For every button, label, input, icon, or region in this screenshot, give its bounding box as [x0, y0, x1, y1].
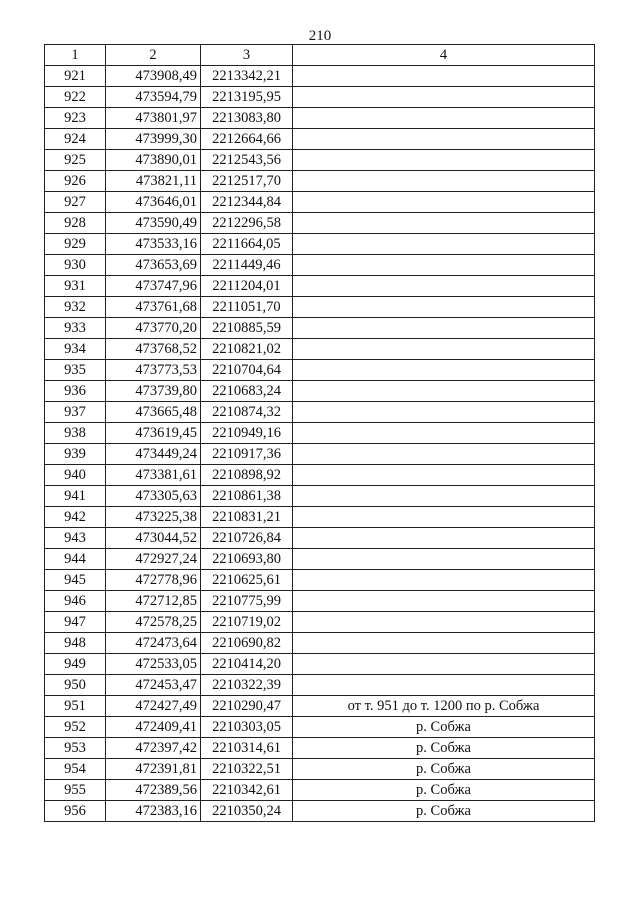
- cell-point-number: 955: [45, 780, 106, 801]
- table-row: [45, 528, 595, 549]
- cell-x-coordinate: 473773,53: [106, 360, 201, 381]
- table-row: [45, 318, 595, 339]
- table-row: [45, 129, 595, 150]
- cell-y-coordinate: 2211051,70: [201, 297, 293, 318]
- cell-description: [293, 507, 595, 528]
- table-row: [45, 213, 595, 234]
- cell-point-number: 932: [45, 297, 106, 318]
- cell-description: [293, 276, 595, 297]
- cell-description: [293, 654, 595, 675]
- column-header-point: 1: [45, 45, 106, 66]
- cell-description: [293, 66, 595, 87]
- cell-y-coordinate: 2211449,46: [201, 255, 293, 276]
- cell-y-coordinate: 2210303,05: [201, 717, 293, 738]
- cell-x-coordinate: 473801,97: [106, 108, 201, 129]
- cell-y-coordinate: 2210350,24: [201, 801, 293, 822]
- cell-point-number: 923: [45, 108, 106, 129]
- cell-y-coordinate: 2213195,95: [201, 87, 293, 108]
- cell-point-number: 934: [45, 339, 106, 360]
- table-header-row: [45, 45, 595, 66]
- cell-y-coordinate: 2210775,99: [201, 591, 293, 612]
- cell-point-number: 933: [45, 318, 106, 339]
- cell-description: [293, 318, 595, 339]
- table-row: [45, 276, 595, 297]
- cell-y-coordinate: 2210693,80: [201, 549, 293, 570]
- table-row: [45, 717, 595, 738]
- cell-y-coordinate: 2210831,21: [201, 507, 293, 528]
- cell-x-coordinate: 473653,69: [106, 255, 201, 276]
- cell-x-coordinate: 473665,48: [106, 402, 201, 423]
- cell-x-coordinate: 473770,20: [106, 318, 201, 339]
- table-row: [45, 234, 595, 255]
- cell-x-coordinate: 472453,47: [106, 675, 201, 696]
- table-row: [45, 696, 595, 717]
- table-row: [45, 591, 595, 612]
- table-row: [45, 402, 595, 423]
- table-row: [45, 381, 595, 402]
- cell-x-coordinate: 472927,24: [106, 549, 201, 570]
- table-row: [45, 759, 595, 780]
- cell-description: [293, 339, 595, 360]
- cell-point-number: 935: [45, 360, 106, 381]
- table-row: [45, 192, 595, 213]
- cell-x-coordinate: 472389,56: [106, 780, 201, 801]
- column-header-description: 4: [293, 45, 595, 66]
- cell-point-number: 931: [45, 276, 106, 297]
- cell-y-coordinate: 2211664,05: [201, 234, 293, 255]
- cell-y-coordinate: 2210414,20: [201, 654, 293, 675]
- cell-y-coordinate: 2213083,80: [201, 108, 293, 129]
- table-row: [45, 108, 595, 129]
- cell-y-coordinate: 2210861,38: [201, 486, 293, 507]
- cell-description: [293, 549, 595, 570]
- table-row: [45, 87, 595, 108]
- cell-description: р. Собжа: [293, 801, 595, 822]
- table-row: [45, 444, 595, 465]
- cell-x-coordinate: 472383,16: [106, 801, 201, 822]
- cell-y-coordinate: 2212543,56: [201, 150, 293, 171]
- cell-x-coordinate: 473305,63: [106, 486, 201, 507]
- table-row: [45, 654, 595, 675]
- cell-x-coordinate: 472427,49: [106, 696, 201, 717]
- cell-x-coordinate: 473449,24: [106, 444, 201, 465]
- cell-point-number: 953: [45, 738, 106, 759]
- cell-point-number: 937: [45, 402, 106, 423]
- cell-y-coordinate: 2210690,82: [201, 633, 293, 654]
- cell-description: [293, 381, 595, 402]
- cell-y-coordinate: 2210625,61: [201, 570, 293, 591]
- cell-description: [293, 591, 595, 612]
- cell-description: [293, 633, 595, 654]
- cell-description: [293, 255, 595, 276]
- cell-point-number: 940: [45, 465, 106, 486]
- cell-description: [293, 675, 595, 696]
- cell-description: [293, 234, 595, 255]
- cell-y-coordinate: 2212664,66: [201, 129, 293, 150]
- cell-y-coordinate: 2210683,24: [201, 381, 293, 402]
- cell-description: [293, 570, 595, 591]
- cell-point-number: 929: [45, 234, 106, 255]
- cell-description: [293, 192, 595, 213]
- table-row: [45, 360, 595, 381]
- cell-x-coordinate: 473761,68: [106, 297, 201, 318]
- table-row: [45, 633, 595, 654]
- cell-y-coordinate: 2210704,64: [201, 360, 293, 381]
- cell-y-coordinate: 2210917,36: [201, 444, 293, 465]
- cell-description: [293, 612, 595, 633]
- cell-point-number: 946: [45, 591, 106, 612]
- cell-description: [293, 465, 595, 486]
- cell-description: [293, 108, 595, 129]
- cell-point-number: 921: [45, 66, 106, 87]
- cell-x-coordinate: 473890,01: [106, 150, 201, 171]
- cell-point-number: 954: [45, 759, 106, 780]
- cell-point-number: 926: [45, 171, 106, 192]
- table-row: [45, 612, 595, 633]
- table-row: [45, 549, 595, 570]
- cell-point-number: 936: [45, 381, 106, 402]
- cell-point-number: 938: [45, 423, 106, 444]
- cell-description: [293, 150, 595, 171]
- cell-y-coordinate: 2210898,92: [201, 465, 293, 486]
- cell-y-coordinate: 2210719,02: [201, 612, 293, 633]
- cell-x-coordinate: 473044,52: [106, 528, 201, 549]
- table-row: [45, 801, 595, 822]
- cell-y-coordinate: 2211204,01: [201, 276, 293, 297]
- table-row: [45, 150, 595, 171]
- cell-point-number: 925: [45, 150, 106, 171]
- table-row: [45, 255, 595, 276]
- cell-x-coordinate: 473768,52: [106, 339, 201, 360]
- cell-x-coordinate: 472397,42: [106, 738, 201, 759]
- table-row: [45, 66, 595, 87]
- cell-point-number: 942: [45, 507, 106, 528]
- cell-description: [293, 297, 595, 318]
- cell-x-coordinate: 473821,11: [106, 171, 201, 192]
- table-row: [45, 171, 595, 192]
- cell-y-coordinate: 2212344,84: [201, 192, 293, 213]
- cell-point-number: 944: [45, 549, 106, 570]
- cell-x-coordinate: 473533,16: [106, 234, 201, 255]
- cell-point-number: 939: [45, 444, 106, 465]
- cell-point-number: 941: [45, 486, 106, 507]
- cell-point-number: 948: [45, 633, 106, 654]
- cell-x-coordinate: 472778,96: [106, 570, 201, 591]
- cell-description: р. Собжа: [293, 759, 595, 780]
- table-row: [45, 486, 595, 507]
- table-row: [45, 339, 595, 360]
- cell-x-coordinate: 472409,41: [106, 717, 201, 738]
- table-row: [45, 570, 595, 591]
- table-body: [45, 66, 595, 822]
- cell-x-coordinate: 473908,49: [106, 66, 201, 87]
- cell-description: [293, 213, 595, 234]
- cell-x-coordinate: 473619,45: [106, 423, 201, 444]
- cell-description: [293, 486, 595, 507]
- table-row: [45, 738, 595, 759]
- cell-x-coordinate: 472391,81: [106, 759, 201, 780]
- cell-description: [293, 444, 595, 465]
- cell-y-coordinate: 2210821,02: [201, 339, 293, 360]
- cell-point-number: 947: [45, 612, 106, 633]
- cell-description: [293, 528, 595, 549]
- coordinates-table: [44, 44, 595, 822]
- cell-point-number: 952: [45, 717, 106, 738]
- cell-point-number: 949: [45, 654, 106, 675]
- cell-point-number: 956: [45, 801, 106, 822]
- cell-point-number: 928: [45, 213, 106, 234]
- cell-point-number: 950: [45, 675, 106, 696]
- column-header-x: 2: [106, 45, 201, 66]
- cell-y-coordinate: 2210726,84: [201, 528, 293, 549]
- cell-x-coordinate: 473225,38: [106, 507, 201, 528]
- cell-description: р. Собжа: [293, 780, 595, 801]
- cell-y-coordinate: 2210949,16: [201, 423, 293, 444]
- cell-point-number: 930: [45, 255, 106, 276]
- cell-point-number: 943: [45, 528, 106, 549]
- cell-x-coordinate: 472473,64: [106, 633, 201, 654]
- cell-point-number: 927: [45, 192, 106, 213]
- cell-y-coordinate: 2210322,51: [201, 759, 293, 780]
- cell-x-coordinate: 472712,85: [106, 591, 201, 612]
- cell-description: [293, 360, 595, 381]
- table-row: [45, 780, 595, 801]
- cell-y-coordinate: 2210885,59: [201, 318, 293, 339]
- table-row: [45, 465, 595, 486]
- table-row: [45, 507, 595, 528]
- cell-description: [293, 402, 595, 423]
- cell-y-coordinate: 2210342,61: [201, 780, 293, 801]
- cell-x-coordinate: 473646,01: [106, 192, 201, 213]
- page-number: 210: [308, 28, 332, 44]
- cell-description: [293, 171, 595, 192]
- cell-y-coordinate: 2210290,47: [201, 696, 293, 717]
- cell-y-coordinate: 2210314,61: [201, 738, 293, 759]
- cell-x-coordinate: 473594,79: [106, 87, 201, 108]
- cell-x-coordinate: 472533,05: [106, 654, 201, 675]
- column-header-y: 3: [201, 45, 293, 66]
- cell-y-coordinate: 2210322,39: [201, 675, 293, 696]
- table-row: [45, 675, 595, 696]
- cell-point-number: 945: [45, 570, 106, 591]
- cell-description: от т. 951 до т. 1200 по р. Собжа: [293, 696, 595, 717]
- cell-x-coordinate: 473739,80: [106, 381, 201, 402]
- cell-x-coordinate: 473747,96: [106, 276, 201, 297]
- cell-description: р. Собжа: [293, 717, 595, 738]
- cell-x-coordinate: 473999,30: [106, 129, 201, 150]
- cell-description: [293, 129, 595, 150]
- table-row: [45, 423, 595, 444]
- cell-point-number: 951: [45, 696, 106, 717]
- cell-y-coordinate: 2213342,21: [201, 66, 293, 87]
- cell-point-number: 924: [45, 129, 106, 150]
- cell-description: р. Собжа: [293, 738, 595, 759]
- cell-y-coordinate: 2210874,32: [201, 402, 293, 423]
- cell-y-coordinate: 2212296,58: [201, 213, 293, 234]
- cell-x-coordinate: 472578,25: [106, 612, 201, 633]
- cell-x-coordinate: 473590,49: [106, 213, 201, 234]
- cell-point-number: 922: [45, 87, 106, 108]
- cell-x-coordinate: 473381,61: [106, 465, 201, 486]
- table-row: [45, 297, 595, 318]
- cell-description: [293, 423, 595, 444]
- cell-description: [293, 87, 595, 108]
- cell-y-coordinate: 2212517,70: [201, 171, 293, 192]
